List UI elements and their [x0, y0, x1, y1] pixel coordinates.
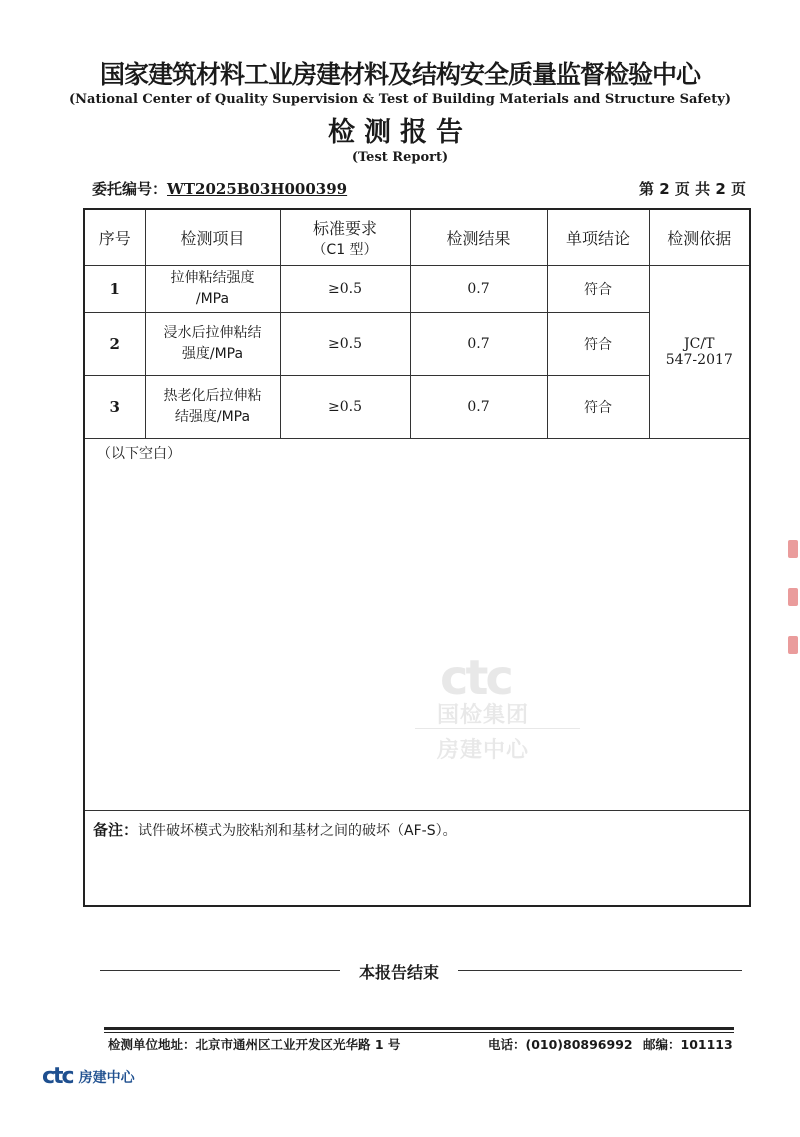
- header-item: 检测项目: [145, 210, 280, 266]
- table-header-row: [85, 210, 749, 266]
- seal-mark: [788, 540, 798, 558]
- table-row: [85, 266, 749, 313]
- footer-phone: 电话：(010)80896992: [488, 1037, 633, 1052]
- row-seq: 1: [85, 266, 145, 313]
- blank-note: （以下空白）: [97, 446, 181, 462]
- commission-number-row: [92, 178, 347, 199]
- commission-label: 委托编号：: [92, 180, 168, 198]
- footer-rule-thin: [104, 1032, 734, 1033]
- remarks-text: 试件破坏模式为胶粘剂和基材之间的破坏（AF-S）。: [138, 823, 457, 839]
- row-item: [145, 313, 280, 376]
- end-line-left: [100, 970, 340, 971]
- basis-cell: [649, 266, 749, 439]
- watermark: [415, 650, 580, 765]
- org-name-cn: 国家建筑材料工业房建材料及结构安全质量监督检验中心: [99, 60, 700, 89]
- row-item: [145, 376, 280, 439]
- basis-line1: JC/T: [684, 336, 715, 352]
- row-item-line1: 浸水后拉伸粘结: [163, 325, 262, 341]
- row-item-line2: 强度/MPa: [181, 346, 244, 362]
- row-item-line2: /MPa: [195, 291, 230, 307]
- page-info: 第 2 页 共 2 页: [639, 180, 746, 198]
- row-item-line1: 拉伸粘结强度: [170, 270, 255, 286]
- header-standard: [280, 210, 410, 266]
- end-line-right: [458, 970, 742, 971]
- row-result: 0.7: [410, 266, 547, 313]
- seal-edge-marks: [788, 540, 800, 700]
- row-item-line1: 热老化后拉伸粘: [163, 388, 262, 404]
- row-conclusion: 符合: [547, 313, 649, 376]
- footer-postcode: 邮编：101113: [643, 1037, 733, 1052]
- seal-mark: [788, 636, 798, 654]
- org-name-en: (National Center of Quality Supervision & Test of Building Materials and Structure Safety): [69, 92, 731, 107]
- basis-line2: 547-2017: [665, 352, 733, 368]
- footer: [108, 1035, 734, 1053]
- header-basis: 检测依据: [649, 210, 749, 266]
- header-standard-line2: （C1 型）: [312, 242, 378, 258]
- seal-mark: [788, 588, 798, 606]
- commission-number: WT2025B03H000399: [167, 180, 348, 198]
- remarks-section: [85, 810, 749, 905]
- remarks-label: 备注：: [93, 821, 139, 839]
- report-title-en: (Test Report): [351, 150, 449, 165]
- footer-address: 检测单位地址：北京市通州区工业开发区光华路 1 号: [108, 1037, 401, 1052]
- watermark-logo: ctc: [440, 650, 511, 706]
- brand-logo: ctc: [42, 1064, 73, 1089]
- brand: [42, 1064, 135, 1089]
- row-standard: ≥0.5: [280, 313, 410, 376]
- row-result: 0.7: [410, 376, 547, 439]
- results-table: [85, 210, 749, 439]
- row-conclusion: 符合: [547, 376, 649, 439]
- row-standard: ≥0.5: [280, 266, 410, 313]
- row-seq: 3: [85, 376, 145, 439]
- header-conclusion: 单项结论: [547, 210, 649, 266]
- row-conclusion: 符合: [547, 266, 649, 313]
- watermark-line2: 房建中心: [437, 738, 530, 763]
- row-standard: ≥0.5: [280, 376, 410, 439]
- header-seq: 序号: [85, 210, 145, 266]
- watermark-line1: 国检集团: [437, 703, 530, 728]
- row-item-line2: 结强度/MPa: [174, 409, 251, 425]
- end-of-report-text: 本报告结束: [358, 963, 439, 982]
- brand-name: 房建中心: [78, 1069, 135, 1086]
- row-item: [145, 266, 280, 313]
- footer-rule-thick: [104, 1027, 734, 1030]
- watermark-divider: [415, 728, 580, 729]
- header-standard-line1: 标准要求: [312, 219, 377, 238]
- report-title-cn: 检测报告: [328, 117, 472, 148]
- report-frame: [83, 208, 751, 907]
- row-seq: 2: [85, 313, 145, 376]
- row-result: 0.7: [410, 313, 547, 376]
- header-result: 检测结果: [410, 210, 547, 266]
